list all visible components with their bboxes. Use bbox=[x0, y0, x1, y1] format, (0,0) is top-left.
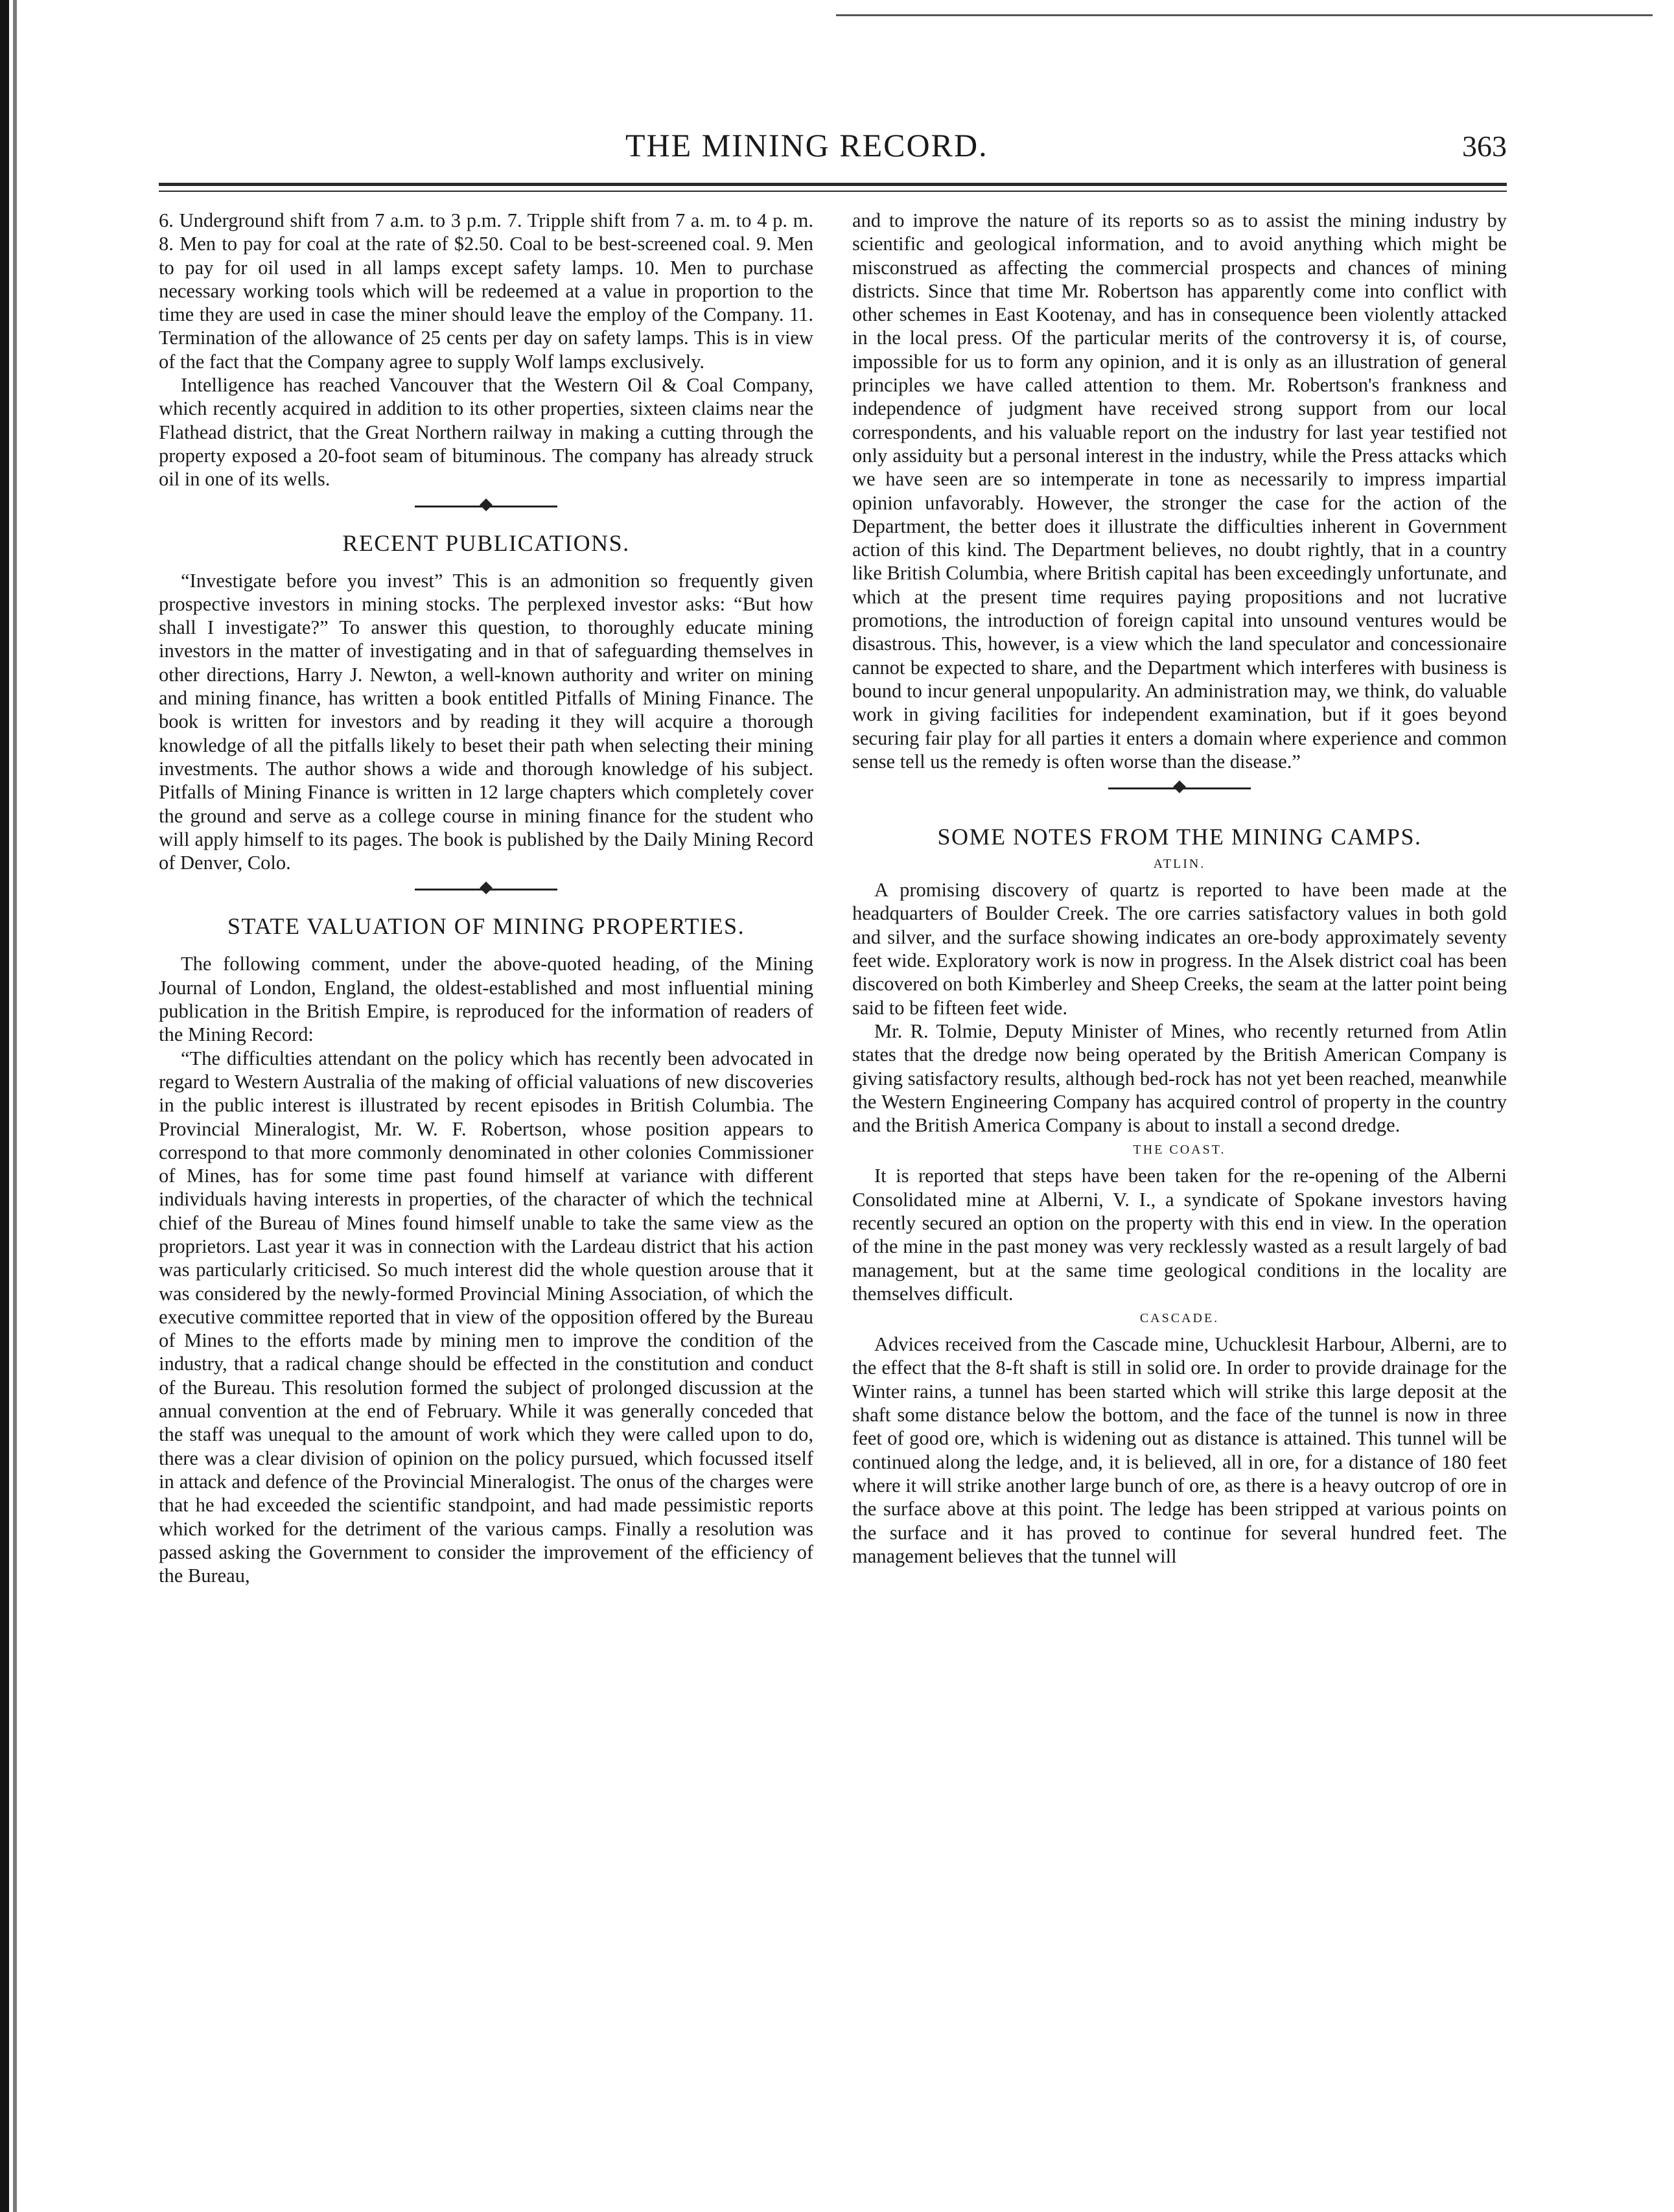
right-column bbox=[852, 209, 1507, 2185]
left-column bbox=[159, 209, 813, 2185]
subsection-heading: THE COAST. bbox=[1133, 1143, 1226, 1158]
section-heading: SOME NOTES FROM THE MINING CAMPS. bbox=[937, 824, 1422, 850]
subsection-heading: CASCADE. bbox=[1139, 1311, 1220, 1326]
paragraph: Intelligence has reached Vancouver that the Western Oil & Coal Company, which recently acquired in addition to its other properties, sixteen claims near the Flathead district, that the Great Northern railway in making a cutting through the property exposed a 20-foot seam of bituminous. The company has already struck oil in one of its wells. bbox=[159, 374, 813, 491]
section-heading: RECENT PUBLICATIONS. bbox=[342, 530, 630, 556]
header-rule-thick bbox=[159, 183, 1507, 186]
scan-margin-dark bbox=[0, 0, 9, 2212]
page-number: 363 bbox=[1462, 130, 1507, 163]
header-rule-thin bbox=[159, 191, 1507, 192]
running-title: THE MINING RECORD. bbox=[625, 127, 988, 163]
top-rule bbox=[836, 14, 1653, 16]
paragraph: It is reported that steps have been taken for the re-opening of the Alberni Consolidated mine at Alberni, V. I., a syndicate of Spokane investors having recently secured an option on the property with this end in view. In the operation of the mine in the past money was very recklessly wasted as a result largely of bad management, but at the same time geological conditions in the locality are themselves difficult. bbox=[852, 1165, 1507, 1305]
subsection-heading: ATLIN. bbox=[1153, 857, 1206, 872]
section-ornament bbox=[159, 877, 813, 903]
paragraph: Advices received from the Cascade mine, Uchucklesit Harbour, Alberni, are to the effect that the 8-ft shaft is still in solid ore. In order to provide drainage for the Winter rains, a tunnel has been started which will strike this large deposit at the shaft some distance below the bottom, and the face of the tunnel is now in three feet of good ore, which is widening out as distance is attained. This tunnel will be continued along the ledge, and, it is believed, all in ore, for a distance of 180 feet where it will strike another large bunch of ore, as there is a heavy outcrop of ore in the surface above at this point. The ledge has been stripped at various points on the surface and it has proved to continue for several hundred feet. The management believes that the tunnel will bbox=[852, 1333, 1507, 1567]
paragraph: A promising discovery of quartz is reported to have been made at the headquarters of Boulder Creek. The ore carries satisfactory values in both gold and silver, and the surface showing indicates an ore-body approximately seventy feet wide. Exploratory work is now in progress. In the Alsek district coal has been discovered on both Kimberley and Sheep Creeks, the seam at the latter point being said to be fifteen feet wide. bbox=[852, 879, 1507, 1019]
section-ornament bbox=[159, 494, 813, 520]
paragraph: and to improve the nature of its reports so as to assist the mining industry by scientific and geological information, and to avoid anything which might be misconstrued as affecting the commercial prospects and chances of mining districts. Since that time Mr. Robertson has apparently come into conflict with other schemes in East Kootenay, and has in consequence been violently attacked in the local press. Of the particular merits of the controversy it is, of course, impossible for us to form any opinion, and it is only as an illustration of general principles we have called attention to them. Mr. Robertson's frankness and independence of judgment have received strong support from our local correspondents, and his valuable report on the industry for last year testified not only assiduity but a personal interest in the industry, while the Press attacks which we have seen are so intemperate in tone as necessarily to impress impartial opinion unfavorably. However, the stronger the case for the action of the Department, the better does it illustrate the difficulties inherent in Government action of this kind. The Department believes, no doubt rightly, that in a country like British Columbia, where British capital has been exceedingly unfortunate, and which at the present time requires paying propositions and not lucrative promotions, the introduction of foreign capital into unsound ventures would be disastrous. This, however, is a view which the land speculator and concessionaire cannot be expected to share, and the Department which interferes with business is bound to incur general unpopularity. An administration may, we think, do valuable work in giving facilities for independent examination, but if it goes beyond securing fair play for all parties it enters a domain where experience and common sense tell us the remedy is often worse than the disease.” bbox=[852, 209, 1507, 773]
section-ornament bbox=[852, 776, 1507, 802]
paragraph: 6. Underground shift from 7 a.m. to 3 p.m. 7. Tripple shift from 7 a. m. to 4 p. m. 8. Men to pay for coal at the rate of $2.50. Coal to be best-screened coal. 9. Men to pay for oil used in all lamps except safety lamps. 10. Men to purchase necessary working tools which will be redeemed at a value in proportion to the time they are used in case the miner should leave the employ of the Company. 11. Termination of the allowance of 25 cents per day on safety lamps. This is in view of the fact that the Company agree to supply Wolf lamps exclusively. bbox=[159, 209, 813, 373]
paragraph: “The difficulties attendant on the policy which has recently been advocated in regard to Western Australia of the making of official valuations of new discoveries in the public interest is illustrated by recent episodes in British Columbia. The Provincial Mineralogist, Mr. W. F. Robertson, whose position appears to correspond to that more commonly denominated in other colonies Commissioner of Mines, has for some time past found himself at variance with different individuals having interests in properties, of the character of which the technical chief of the Bureau of Mines found himself unable to take the same view as the proprietors. Last year it was in connection with the Lardeau district that his action was particularly criticised. So much interest did the whole question arouse that it was considered by the newly-formed Provincial Mining Association, of which the executive committee reported that in view of the opposition offered by the Bureau of Mines to the efforts made by mining men to improve the condition of the industry, that a radical change should be effected in the constitution and conduct of the Bureau. This resolution formed the subject of prolonged discussion at the annual convention at the end of February. While it was generally conceded that the staff was unequal to the amount of work which they were called upon to do, there was a clear division of opinion on the policy pursued, which focussed itself in attack and defence of the Provincial Mineralogist. The onus of the charges were that he had exceeded the scientific standpoint, and had made pessimistic reports which worked for the detriment of the various camps. Finally a resolution was passed asking the Government to consider the improvement of the efficiency of the Bureau, bbox=[159, 1047, 813, 1587]
paragraph: The following comment, under the above-quoted heading, of the Mining Journal of London, England, the oldest-established and most influential mining publication in the British Empire, is reproduced for the information of readers of the Mining Record: bbox=[159, 953, 813, 1046]
paragraph: Mr. R. Tolmie, Deputy Minister of Mines, who recently returned from Atlin states that the dredge now being operated by the British American Company is giving satisfactory results, although bed-rock has not yet been reached, meanwhile the Western Engineering Company has acquired control of property in the country and the British America Company is about to install a second dredge. bbox=[852, 1019, 1507, 1137]
scan-margin-shadow bbox=[13, 0, 17, 2212]
page-header bbox=[159, 126, 1507, 172]
section-heading: STATE VALUATION OF MINING PROPERTIES. bbox=[227, 913, 745, 940]
paragraph: “Investigate before you invest” This is an admonition so frequently given prospective investors in mining stocks. The perplexed investor asks: “But how shall I investigate?” To answer this question, to thoroughly educate mining investors in the matter of investigating and in that of safeguarding themselves in other directions, Harry J. Newton, a well-known authority and writer on mining and mining finance, has written a book entitled Pitfalls of Mining Finance. The book is written for investors and by reading it they will acquire a thorough knowledge of all the pitfalls likely to beset their path when selecting their mining investments. The author shows a wide and thorough knowledge of his subject. Pitfalls of Mining Finance is written in 12 large chapters which completely cover the ground and serve as a college course in mining finance for the student who will apply himself to its pages. The book is published by the Daily Mining Record of Denver, Colo. bbox=[159, 569, 813, 874]
